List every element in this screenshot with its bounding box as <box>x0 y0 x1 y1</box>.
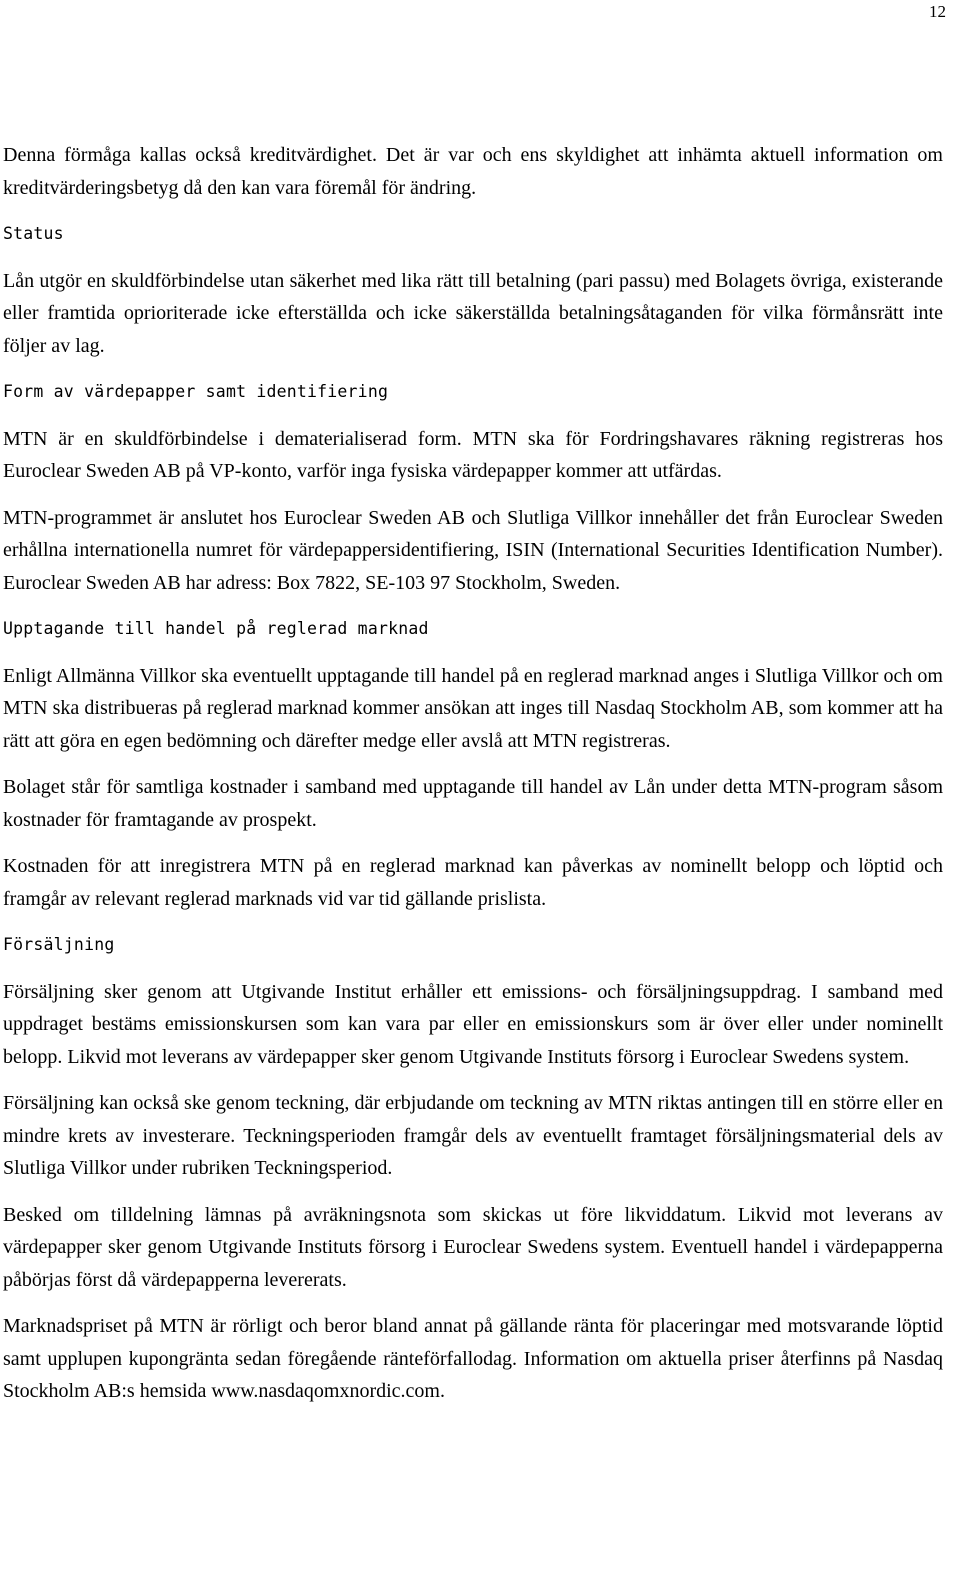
paragraph-forsaljning-uppdrag: Försäljning sker genom att Utgivande Institut erhåller ett emissions- och försäljningsuppdrag. I samband med uppdraget bestäms emissionskursen som kan vara par eller en emissionskurs som är över eller under nominellt belopp. Likvid mot leverans av värdepapper sker genom Utgivande Instituts försorg i Euroclear Swedens system. <box>3 980 943 1068</box>
paragraph-dematerialiserad-form: MTN är en skuldförbindelse i dematerialiserad form. MTN ska för Fordringshavares räkning registreras hos Euroclear Sweden AB på VP-konto, varför inga fysiska värdepapper kommer att utfärdas. <box>3 427 943 482</box>
heading-upptagande-till-handel: Upptagande till handel på reglerad marknad <box>3 619 429 638</box>
paragraph-reglerad-marknad: Enligt Allmänna Villkor ska eventuellt upptagande till handel på en reglerad marknad anges i Slutliga Villkor och om MTN ska distribueras på reglerad marknad kommer ansökan att inges till Nasdaq Stockholm AB, som kommer att ha rätt att göra en egen bedömning och därefter medge eller avslå att MTN registreras. <box>3 664 943 752</box>
heading-forsaljning: Försäljning <box>3 935 115 954</box>
paragraph-forsaljning-teckning: Försäljning kan också ske genom teckning, där erbjudande om teckning av MTN riktas antingen till en större eller en mindre krets av investerare. Teckningsperioden framgår dels av eventuellt framtaget försäljningsmaterial dels av Slutliga Villkor under rubriken Teckningsperiod. <box>3 1092 943 1179</box>
document-body <box>3 139 943 1422</box>
paragraph-kreditvardighet: Denna förmåga kallas också kreditvärdighet. Det är var och ens skyldighet att inhämta aktuell information om kreditvärderingsbetyg då den kan vara föremål för ändring. <box>3 144 943 199</box>
paragraph-status: Lån utgör en skuldförbindelse utan säkerhet med lika rätt till betalning (pari passu) med Bolagets övriga, existerande eller framtida oprioriterade icke efterställda och icke säkerställda betalningsåtaganden för vilka förmånsrätt inte följer av lag. <box>3 269 943 357</box>
heading-form-av-vardepapper: Form av värdepapper samt identifiering <box>3 382 389 401</box>
paragraph-kostnad-inregistrering: Kostnaden för att inregistrera MTN på en reglerad marknad kan påverkas av nominellt belopp och löptid och framgår av relevant reglerad marknads vid var tid gällande prislista. <box>3 855 943 910</box>
paragraph-marknadspris: Marknadspriset på MTN är rörligt och beror bland annat på gällande ränta för placeringar med motsvarande löptid samt upplupen kupongränta sedan föregående ränteförfallodag. Information om aktuella priser återfinns på Nasdaq Stockholm AB:s hemsida www.nasdaqomxnordic.com. <box>3 1315 943 1402</box>
paragraph-isin: MTN-programmet är anslutet hos Euroclear Sweden AB och Slutliga Villkor innehåller det från Euroclear Sweden erhållna internationella numret för värdepappersidentifiering, ISIN (International Securities Identification Number). Euroclear Sweden AB har adress: Box 7822, SE-103 97 Stockholm, Sweden. <box>3 506 943 594</box>
heading-status: Status <box>3 224 64 243</box>
paragraph-tilldelning: Besked om tilldelning lämnas på avräkningsnota som skickas ut före likviddatum. Likvid mot leverans av värdepapper sker genom Utgivande Instituts försorg i Euroclear Swedens system. Eventuell handel i värdepapperna påbörjas först då värdepapperna levererats. <box>3 1203 943 1291</box>
paragraph-kostnader-bolaget: Bolaget står för samtliga kostnader i samband med upptagande till handel av Lån under detta MTN-program såsom kostnader för framtagande av prospekt. <box>3 776 943 831</box>
page-number: 12 <box>929 2 946 21</box>
